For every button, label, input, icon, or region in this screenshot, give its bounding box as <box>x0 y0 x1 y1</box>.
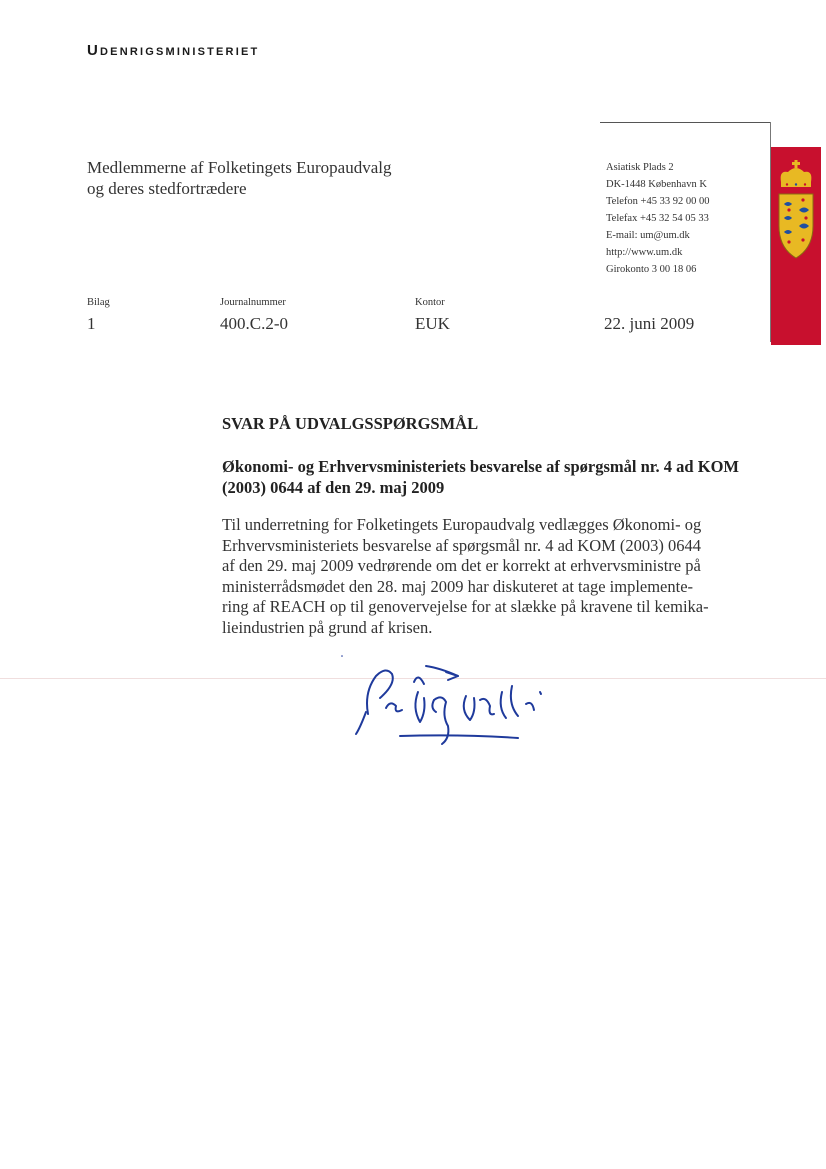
address-email: E-mail: um@um.dk <box>606 230 690 241</box>
kontor-value: EUK <box>415 314 450 333</box>
address-giro: Girokonto 3 00 18 06 <box>606 264 697 275</box>
address-street: Asiatisk Plads 2 <box>606 162 674 173</box>
body-line-1: Til underretning for Folketingets Europaudvalg vedlægges Økonomi- og <box>222 515 702 534</box>
letter-heading: SVAR PÅ UDVALGSSPØRGSMÅL <box>222 414 479 433</box>
recipient-line-2: og deres stedfortrædere <box>87 179 247 198</box>
journal-label: Journalnummer <box>220 297 286 308</box>
address-fax: Telefax +45 32 54 05 33 <box>606 213 709 224</box>
body-line-5: ring af REACH op til genovervejelse for at slække på kravene til kemika- <box>222 597 709 616</box>
journal-value: 400.C.2-0 <box>220 314 288 333</box>
body-line-3: af den 29. maj 2009 vedrørende om det er korrekt at erhvervsministre på <box>222 556 701 575</box>
kontor-label: Kontor <box>415 297 445 308</box>
body-line-4: ministerrådsmødet den 28. maj 2009 har diskuteret at tage implemente- <box>222 576 694 596</box>
letter-subheading: Økonomi- og Erhvervsministeriets besvarelse af spørgsmål nr. 4 ad KOM (2003) 0644 af den 29. maj 2009 <box>222 457 739 497</box>
body-line-2: Erhvervsministeriets besvarelse af spørgsmål nr. 4 ad KOM (2003) 0644 <box>222 535 702 555</box>
address-website: http://www.um.dk <box>606 247 683 258</box>
ministry-name: Udenrigsministeriet <box>87 42 260 59</box>
coat-of-arms-icon <box>775 160 817 260</box>
address-phone: Telefon +45 33 92 00 00 <box>606 196 710 207</box>
address-city: DK-1448 København K <box>606 179 707 190</box>
letter-date: 22. juni 2009 <box>604 314 695 333</box>
bilag-value: 1 <box>87 314 96 333</box>
recipient-line-1: Medlemmerne af Folketingets Europaudvalg <box>87 158 392 177</box>
body-line-6: lieindustrien på grund af krisen. <box>222 617 433 637</box>
handwritten-signature <box>330 652 590 752</box>
bilag-label: Bilag <box>87 297 110 308</box>
ministry-address <box>606 159 709 278</box>
letterhead-rule <box>600 122 770 123</box>
letter-body <box>222 515 752 638</box>
recipient-block <box>87 157 392 199</box>
